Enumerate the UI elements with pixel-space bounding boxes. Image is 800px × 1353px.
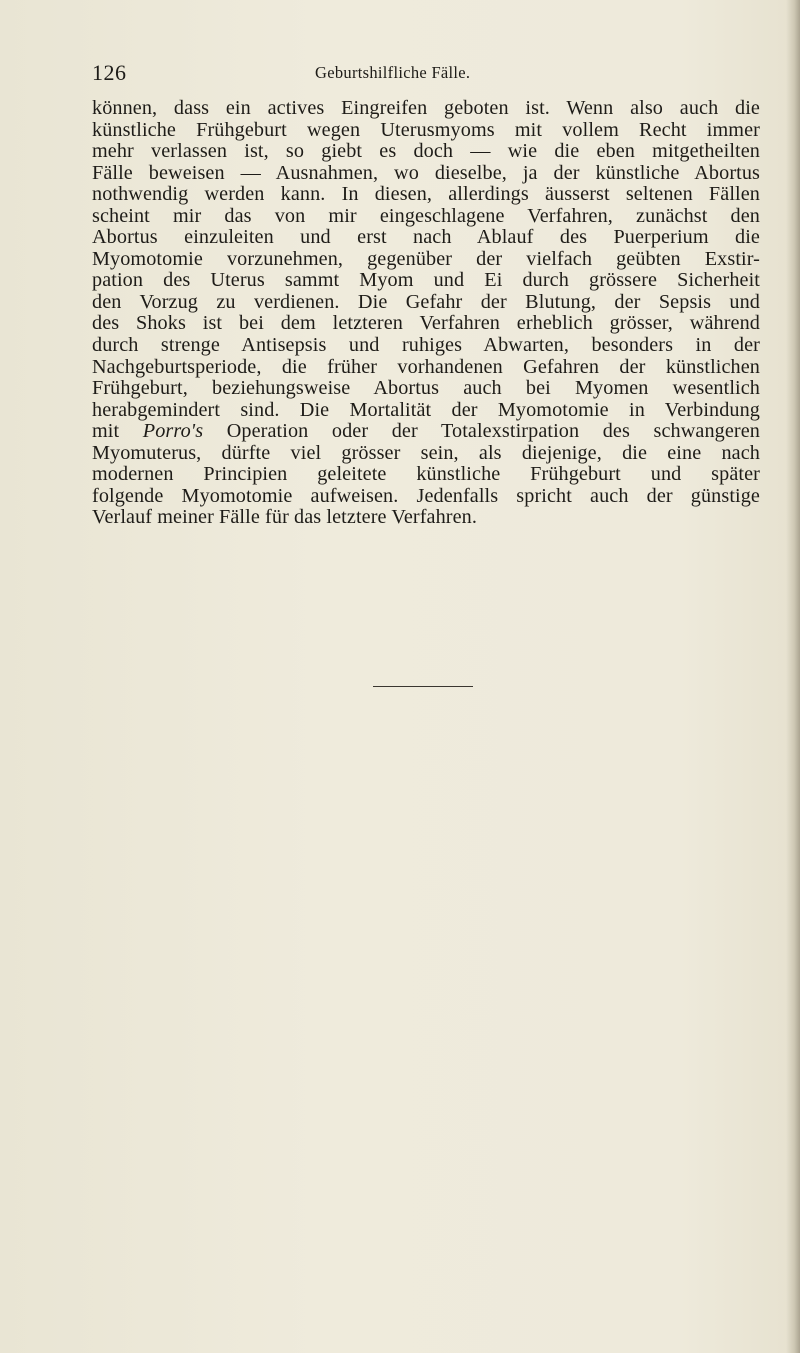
text-line: modernen Principien geleitete künstliche Frühgeburt und später xyxy=(92,463,760,486)
page-number: 126 xyxy=(92,60,127,85)
running-head: Geburtshilfliche Fälle. xyxy=(315,63,471,82)
text-segment: mit xyxy=(92,420,120,443)
text-line: künstliche Frühgeburt wegen Uterusmyoms mit vollem Recht immer xyxy=(92,118,760,141)
text-line: des Shoks ist bei dem letzteren Verfahren erheblich grösser, während xyxy=(92,312,760,335)
text-line: Nachgeburtsperiode, die früher vorhandenen Gefahren der künstlichen xyxy=(92,355,760,378)
text-line: scheint mir das von mir eingeschlagene Verfahren, zunächst den xyxy=(92,204,760,227)
text-line: nothwendig werden kann. In diesen, allerdings äusserst seltenen Fällen xyxy=(92,183,760,206)
body-paragraph xyxy=(92,98,760,529)
text-line: Abortus einzuleiten und erst nach Ablauf des Puerperium die xyxy=(92,226,760,249)
text-line: Myomotomie vorzunehmen, gegenüber der vielfach geübten Exstir- xyxy=(92,247,760,270)
page-header xyxy=(92,60,754,94)
text-line: pation des Uterus sammt Myom und Ei durch grössere Sicherheit xyxy=(92,269,760,292)
text-line-with-italic xyxy=(92,421,760,443)
text-line: können, dass ein actives Eingreifen geboten ist. Wenn also auch die xyxy=(92,97,760,119)
text-line: den Vorzug zu verdienen. Die Gefahr der Blutung, der Sepsis und xyxy=(92,290,760,313)
text-line: Frühgeburt, beziehungsweise Abortus auch bei Myomen wesentlich xyxy=(92,377,760,400)
text-line: Verlauf meiner Fälle für das letztere Verfahren. xyxy=(92,506,477,529)
text-line: Myomuterus, dürfte viel grösser sein, als diejenige, die eine nach xyxy=(92,441,760,464)
text-line: durch strenge Antisepsis und ruhiges Abwarten, besonders in der xyxy=(92,334,760,357)
text-line: Fälle beweisen — Ausnahmen, wo dieselbe, ja der künstliche Abortus xyxy=(92,161,760,184)
text-line: mehr verlassen ist, so giebt es doch — wie die eben mitgetheilten xyxy=(92,140,760,163)
page-edge-shadow xyxy=(786,0,800,1353)
text-line: herabgemindert sind. Die Mortalität der Myomotomie in Verbindung xyxy=(92,398,760,421)
section-divider-rule xyxy=(373,686,473,687)
text-segment: Operation oder der Totalexstirpation des schwangeren xyxy=(226,420,760,443)
text-line: folgende Myomotomie aufweisen. Jedenfalls spricht auch der günstige xyxy=(92,484,760,507)
italic-name: Porro's xyxy=(142,420,204,443)
